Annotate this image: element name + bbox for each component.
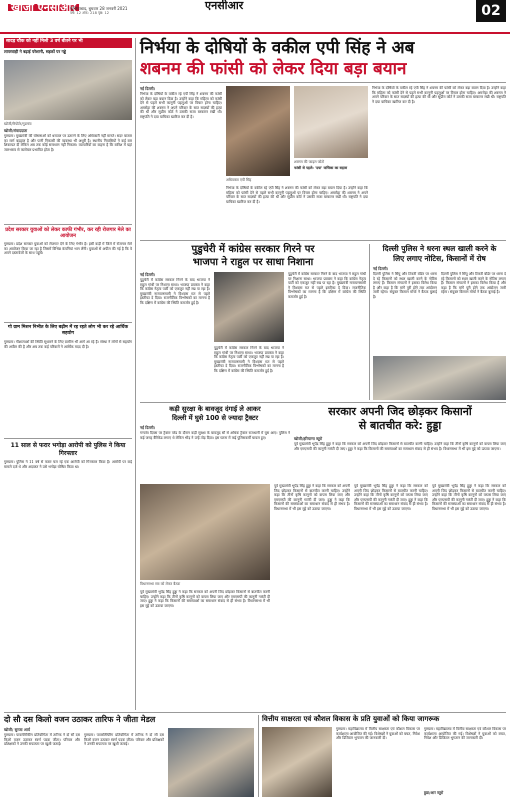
pud-body-col3: पुडुचेरी में कांग्रेस सरकार गिरने के बाद भाजपा ने राहुल गांधी पर निशाना साधा। भाजपा प्रवक्ता ने कहा कि कांग्रेस नेतृत्व पार्टी को एकजुट नहीं रख पा रहा है। मुख्यमंत्री नारायणसामी ने विश्वास मत से पहले इस्तीफा दे दिया। राजनीतिक विश्लेषकों का मानना है कि दक्षिण में कांग्रेस की स्थिति कमजोर हुई है। — [288, 272, 366, 299]
delhi-body-col2: दिल्ली पुलिस ने सिंघु और टिकरी बॉर्डर पर धरना दे रहे किसानों को स्थल खाली करने के नोटिस लगाए हैं। किसान संगठनों ने इसका विरोध किया है और कहा है कि मांगें पूरी होने तक आंदोलन जारी रहेगा। संयुक्त किसान मोर्चा ने बैठक बुलाई है। — [441, 272, 506, 295]
athlete-photo — [168, 728, 254, 797]
lead-quote-caption: फांसी से पहले: 'दया' याचिका का सहारा — [294, 166, 348, 170]
hooda-byline: खोजी/हरियाणा ब्यूरो — [294, 436, 323, 441]
delhi-body-col1: दिल्ली पुलिस ने सिंघु और टिकरी बॉर्डर पर धरना दे रहे किसानों को स्थल खाली करने के नोटिस लगाए हैं। किसान संगठनों ने इसका विरोध किया है और कहा है कि मांगें पूरी होने तक आंदोलन जारी रहेगा। संयुक्त किसान मोर्चा ने बैठक बुलाई है। — [373, 272, 437, 299]
lead-body-col2: निर्भया के दोषियों के वकील रहे एपी सिंह ने शबनम की फांसी को लेकर बड़ा बयान दिया है। उन्होंने कहा कि महिला को फांसी देने से पहले सभी कानूनी पहलुओं पर विचार होना चाहिए। अमरोहा की शबनम ने अपने परिवार के सात सदस्यों की हत्या की थी और सुप्रीम कोर्ट ने उसकी सजा बरकरार रखी थी। राष्ट्रपति ने दया याचिका खारिज कर दी है। — [372, 86, 506, 104]
lead-photo1-caption: अधिवक्ता एपी सिंह — [226, 178, 252, 182]
hooda-headline-line2: से बातचीत करे: हुड्डा — [358, 419, 442, 432]
delhi-byline: नई दिल्ली। — [373, 266, 389, 271]
brand-name: खोजी एनसीआर — [8, 4, 79, 11]
hooda-body-top: पूर्व मुख्यमंत्री भूपेंद्र सिंह हुड्डा ने कहा कि सरकार को अपनी जिद छोड़कर किसानों से बातचीत करनी चाहिए। उन्होंने कहा कि तीनों कृषि कानूनों को वापस लिया जाए और एमएसपी की कानूनी गारंटी दी जाए। हुड्डा ने कहा कि किसानों की समस्याओं का समाधान संवाद से ही संभव है। विधानसभा में भी इस मुद्दे को उठाया जाएगा। — [294, 442, 506, 451]
column-rule — [135, 38, 136, 710]
lead-headline-line2: शबनम की फांसी को लेकर दिया बड़ा बयान — [140, 59, 407, 79]
left-byline: खोजी/संवाददाता — [4, 128, 28, 133]
bottom-left-body-col1: गुरुग्राम। पावरलिफ्टिंग प्रतियोगिता में तारिफ ने दो सौ दस किलो वजन उठाकर स्वर्ण पदक जीता। परिवार और प्रशिक्षकों ने उनकी सफलता पर खुशी जताई। — [4, 733, 80, 747]
left-subheadline: लापरवाही ने बढ़ाई परेशानी, सड़कों पर गड्ढे — [4, 49, 66, 54]
page-number: 02 — [476, 0, 506, 22]
tractor-byline: नई दिल्ली। — [140, 425, 156, 430]
hooda-photo-caption: विधानसभा सत्र को लेकर बैठक — [140, 582, 181, 586]
divider — [140, 402, 506, 403]
pud-body-col2: पुडुचेरी में कांग्रेस सरकार गिरने के बाद भाजपा ने राहुल गांधी पर निशाना साधा। भाजपा प्रवक्ता ने कहा कि कांग्रेस नेतृत्व पार्टी को एकजुट नहीं रख पा रहा है। मुख्यमंत्री नारायणसामी ने विश्वास मत से पहले इस्तीफा दे दिया। राजनीतिक विश्लेषकों का मानना है कि दक्षिण में कांग्रेस की स्थिति कमजोर हुई है। — [214, 346, 284, 373]
lead-byline: नई दिल्ली। — [140, 86, 156, 91]
hooda-body-col2: पूर्व मुख्यमंत्री भूपेंद्र सिंह हुड्डा ने कहा कि सरकार को अपनी जिद छोड़कर किसानों से बातचीत करनी चाहिए। उन्होंने कहा कि तीनों कृषि कानूनों को वापस लिया जाए और एमएसपी की कानूनी गारंटी दी जाए। हुड्डा ने कहा कि किसानों की समस्याओं का समाधान संवाद से ही संभव है। विधानसभा में भी इस मुद्दे को उठाया जाएगा। — [354, 484, 428, 511]
delhi-headline-line1: दिल्ली पुलिस ने धरना स्थल खाली करने के — [382, 244, 497, 253]
left-body-1: गुरुग्राम। मुख्यमंत्री की घोषणाओं को धरातल पर उतारने के लिए अधिकारी नहीं मानते। सदर बाजार का मार्ग बदहाल है और पानी निकासी की व्यवस्था भी अधूरी है। स्थानीय निवासियों ने कई बार शिकायत दी लेकिन अब तक कोई समाधान नहीं निकला। व्यापारियों का कहना है कि बारिश में यहां जलभराव से कारोबार प्रभावित होता है। — [4, 134, 132, 152]
column-rule — [369, 244, 370, 400]
hooda-photo — [140, 484, 270, 580]
pud-body-col1: पुडुचेरी में कांग्रेस सरकार गिरने के बाद भाजपा ने राहुल गांधी पर निशाना साधा। भाजपा प्रवक्ता ने कहा कि कांग्रेस नेतृत्व पार्टी को एकजुट नहीं रख पा रहा है। मुख्यमंत्री नारायणसामी ने विश्वास मत से पहले इस्तीफा दे दिया। राजनीतिक विश्लेषकों का मानना है कि दक्षिण में कांग्रेस की स्थिति कमजोर हुई है। — [140, 278, 210, 305]
left-headline-3: गो ग्राम मिशन निभीत के लिए बढ़ीम में रह रहते लोग भी कर रहे आर्थिक सहयोग — [8, 325, 128, 336]
left-body-3: गुरुग्राम। गौशालाओं की स्थिति सुधारने के लिए ग्रामीण भी आगे आ रहे हैं। संस्था ने लोगों से सहयोग की अपील की है और अब तक कई परिवारों ने आर्थिक मदद दी है। — [4, 340, 132, 349]
left-body-2: गुरुग्राम। प्रदेश सरकार युवाओं को रोजगार देने के लिए गंभीर है। इसी कड़ी में जिले में रोजगार मेले का आयोजन किया जा रहा है जिसमें विभिन्न कंपनियां भाग लेंगी। युवाओं से अपील की गई है कि वे अपने दस्तावेजों के साथ पहुंचें। — [4, 242, 132, 256]
left-headline-2: प्रदेश सरकार युवाओं को लेकर काफी गंभीर, कर रही रोजगार मेले का आयोजन — [5, 227, 131, 239]
hooda-body-col0: पूर्व मुख्यमंत्री भूपेंद्र सिंह हुड्डा ने कहा कि सरकार को अपनी जिद छोड़कर किसानों से बातचीत करनी चाहिए। उन्होंने कहा कि तीनों कृषि कानूनों को वापस लिया जाए और एमएसपी की कानूनी गारंटी दी जाए। हुड्डा ने कहा कि किसानों की समस्याओं का समाधान संवाद से ही संभव है। विधानसभा में भी इस मुद्दे को उठाया जाएगा। — [140, 590, 270, 608]
bottom-right-byline: हुडा/आर ब्यूरो — [424, 790, 444, 795]
delhi-headline-line2: लिए लगाए नोटिस, किसानों में रोष — [393, 254, 486, 263]
issue-info: वर्ष: 12 अंक: 218 पृष्ठ: 12 — [70, 11, 110, 15]
column-rule — [258, 715, 259, 797]
tractor-headline-line1: कड़ी सुरक्षा के बावजूद दंगाई ले आकर — [169, 405, 261, 413]
bottom-left-headline: दो सौ दस किलो वजन उठाकर तारिफ ने जीता मेडल — [4, 715, 156, 724]
lead-photo2-caption: शबनम की फाइल फोटो — [294, 160, 325, 164]
workshop-photo — [262, 727, 332, 797]
left-headline: सादड़ चौक को नहीं मिली 3 वर्ष बीतने पर भी — [6, 39, 83, 44]
left-body-4: गुरुग्राम। पुलिस ने 11 वर्ष से फरार चल रहे एक आरोपी को गिरफ्तार किया है। आरोपी पर कई मामले दर्ज थे और अदालत ने उसे भगोड़ा घोषित किया था। — [4, 460, 132, 469]
protest-site-photo — [373, 356, 506, 400]
divider — [140, 240, 506, 241]
rahul-photo — [214, 272, 284, 342]
bottom-right-body-col1: गुरुग्राम। महाविद्यालय में वित्तीय साक्षरता एवं कौशल विकास पर कार्यशाला आयोजित की गई। विशेषज्ञों ने युवाओं को बचत, निवेश और डिजिटल भुगतान की जानकारी दी। — [336, 727, 420, 741]
hooda-headline-line1: सरकार अपनी जिद छोड़कर किसानों — [328, 405, 472, 418]
divider — [4, 322, 132, 323]
shabnam-photo — [294, 86, 368, 158]
left-headline-band — [4, 38, 132, 48]
lawyer-photo — [226, 86, 290, 176]
bottom-left-body-col2: गुरुग्राम। पावरलिफ्टिंग प्रतियोगिता में तारिफ ने दो सौ दस किलो वजन उठाकर स्वर्ण पदक जीता। परिवार और प्रशिक्षकों ने उनकी सफलता पर खुशी जताई। — [84, 733, 164, 747]
street-photo — [4, 60, 132, 120]
lead-headline-line1: निर्भया के दोषियों के वकील एपी सिंह ने अब — [140, 38, 415, 58]
hooda-body-col3: पूर्व मुख्यमंत्री भूपेंद्र सिंह हुड्डा ने कहा कि सरकार को अपनी जिद छोड़कर किसानों से बातचीत करनी चाहिए। उन्होंने कहा कि तीनों कृषि कानूनों को वापस लिया जाए और एमएसपी की कानूनी गारंटी दी जाए। हुड्डा ने कहा कि किसानों की समस्याओं का समाधान संवाद से ही संभव है। विधानसभा में भी इस मुद्दे को उठाया जाएगा। — [432, 484, 506, 511]
lead-body-col1: निर्भया के दोषियों के वकील रहे एपी सिंह ने शबनम की फांसी को लेकर बड़ा बयान दिया है। उन्होंने कहा कि महिला को फांसी देने से पहले सभी कानूनी पहलुओं पर विचार होना चाहिए। अमरोहा की शबनम ने अपने परिवार के सात सदस्यों की हत्या की थी और सुप्रीम कोर्ट ने उसकी सजा बरकरार रखी थी। राष्ट्रपति ने दया याचिका खारिज कर दी है। — [140, 92, 222, 119]
pud-byline: नई दिल्ली। — [140, 272, 156, 277]
left-headline-4: 11 साल से फरार भगोड़ा आरोपी को पुलिस ने किया गिरफ्तार — [10, 442, 126, 457]
masthead — [0, 0, 510, 34]
pud-headline-line2: भाजपा ने राहुल पर साधा निशाना — [192, 257, 314, 268]
lead-body-col3: निर्भया के दोषियों के वकील रहे एपी सिंह ने शबनम की फांसी को लेकर बड़ा बयान दिया है। उन्होंने कहा कि महिला को फांसी देने से पहले सभी कानूनी पहलुओं पर विचार होना चाहिए। अमरोहा की शबनम ने अपने परिवार के सात सदस्यों की हत्या की थी और सुप्रीम कोर्ट ने उसकी सजा बरकरार रखी थी। राष्ट्रपति ने दया याचिका खारिज कर दी है। — [226, 186, 368, 204]
divider — [4, 224, 132, 225]
dateline: गाज़ियाबाद, बुधवार 28 जनवरी 2021 — [70, 6, 128, 11]
divider — [4, 712, 506, 713]
tractor-headline-line2: दिल्ली में घुसे 100 से ज्यादा ट्रैक्टर — [171, 414, 259, 422]
pud-headline-line1: पुडुचेरी में कांग्रेस सरकार गिरने पर — [191, 244, 315, 255]
divider — [140, 82, 506, 83]
left-photo-caption: खोजी/रिपोर्टर/गुडगांव — [4, 122, 32, 126]
bottom-left-byline: खोजी/ सुरजा आर्य — [4, 727, 30, 732]
hooda-body-col1: पूर्व मुख्यमंत्री भूपेंद्र सिंह हुड्डा ने कहा कि सरकार को अपनी जिद छोड़कर किसानों से बातचीत करनी चाहिए। उन्होंने कहा कि तीनों कृषि कानूनों को वापस लिया जाए और एमएसपी की कानूनी गारंटी दी जाए। हुड्डा ने कहा कि किसानों की समस्याओं का समाधान संवाद से ही संभव है। विधानसभा में भी इस मुद्दे को उठाया जाएगा। — [274, 484, 350, 511]
bottom-right-headline: वित्तीय साक्षरता एवं कौशल विकास के प्रति युवाओं को किया जागरूक — [262, 715, 440, 723]
bottom-right-body-col2: गुरुग्राम। महाविद्यालय में वित्तीय साक्षरता एवं कौशल विकास पर कार्यशाला आयोजित की गई। विशेषज्ञों ने युवाओं को बचत, निवेश और डिजिटल भुगतान की जानकारी दी। — [424, 727, 506, 741]
tractor-body: गणतंत्र दिवस पर ट्रैक्टर परेड के दौरान कड़ी सुरक्षा के बावजूद सौ से अधिक ट्रैक्टर राजधानी में घुस आए। पुलिस ने कई जगह बैरिकेड लगाए थे लेकिन भीड़ ने उन्हें तोड़ दिया। इस घटना में कई पुलिसकर्मी घायल हुए। — [140, 431, 290, 440]
divider — [4, 438, 132, 439]
section-title: एनसीआर — [205, 0, 244, 12]
